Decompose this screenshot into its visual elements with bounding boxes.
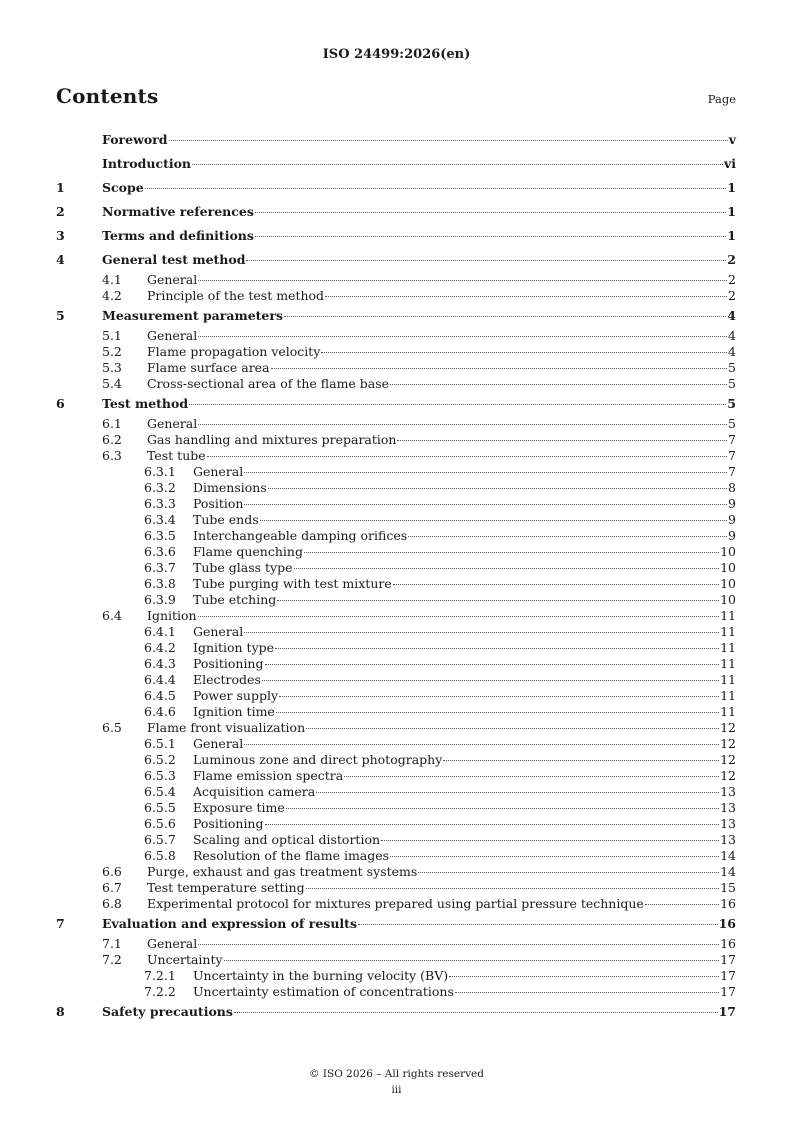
- toc-entry-title[interactable]: Uncertainty in the burning velocity (BV): [193, 968, 449, 983]
- toc-dot-leader: [325, 296, 727, 297]
- toc-dot-leader: [198, 336, 727, 337]
- toc-dot-leader: [286, 808, 719, 809]
- toc-entry-title[interactable]: Measurement parameters: [102, 308, 283, 323]
- toc-entry-number: 6.3: [102, 448, 122, 463]
- toc-entry-number: 6.4: [102, 608, 122, 623]
- toc-dot-leader: [207, 456, 727, 457]
- toc-entry-page: 2: [727, 252, 736, 267]
- toc-entry[interactable]: [56, 560, 736, 576]
- toc-entry-number: 6: [56, 396, 65, 411]
- toc-dot-leader: [455, 992, 719, 993]
- toc-dot-leader: [255, 212, 726, 213]
- toc-entry-number: 7.2.1: [144, 968, 176, 983]
- toc-entry-title[interactable]: Resolution of the flame images: [193, 848, 390, 863]
- toc-entry-page: 2: [728, 288, 736, 303]
- toc-entry[interactable]: [56, 304, 736, 328]
- toc-entry[interactable]: [56, 496, 736, 512]
- toc-entry[interactable]: [56, 752, 736, 768]
- toc-entry-title[interactable]: Terms and definitions: [102, 228, 254, 243]
- toc-entry[interactable]: [56, 528, 736, 544]
- toc-entry-title[interactable]: Scaling and optical distortion: [193, 832, 381, 847]
- page-number: iii: [391, 1084, 402, 1096]
- toc-dot-leader: [449, 976, 719, 977]
- toc-entry-page: 11: [720, 640, 736, 655]
- toc-entry-page: 9: [728, 528, 736, 543]
- toc-entry[interactable]: [56, 608, 736, 624]
- toc-entry[interactable]: [56, 832, 736, 848]
- toc-dot-leader: [390, 856, 719, 857]
- toc-entry-title[interactable]: Evaluation and expression of results: [102, 916, 357, 931]
- toc-entry[interactable]: [56, 480, 736, 496]
- toc-entry[interactable]: [56, 544, 736, 560]
- toc-dot-leader: [645, 904, 719, 905]
- toc-entry-number: 6.5.5: [144, 800, 176, 815]
- toc-entry-title[interactable]: Uncertainty estimation of concentrations: [193, 984, 454, 999]
- toc-entry-number: 4.2: [102, 288, 122, 303]
- toc-entry-page: 12: [720, 720, 736, 735]
- toc-entry-number: 8: [56, 1004, 65, 1019]
- toc-entry-page: 11: [720, 704, 736, 719]
- toc-entry[interactable]: [56, 768, 736, 784]
- toc-entry-title[interactable]: Tube ends: [193, 512, 259, 527]
- toc-dot-leader: [262, 680, 719, 681]
- toc-entry[interactable]: [56, 784, 736, 800]
- contents-heading: Contents: [56, 84, 159, 108]
- toc-entry-page: 13: [720, 832, 736, 847]
- toc-entry[interactable]: [56, 592, 736, 608]
- toc-entry[interactable]: [56, 848, 736, 864]
- toc-dot-leader: [316, 792, 719, 793]
- toc-entry-number: 5.4: [102, 376, 122, 391]
- toc-entry-title[interactable]: General: [193, 624, 244, 639]
- toc-entry[interactable]: [56, 880, 736, 896]
- toc-entry[interactable]: [56, 376, 736, 392]
- toc-entry-number: 6.8: [102, 896, 122, 911]
- toc-dot-leader: [198, 616, 720, 617]
- toc-entry-page: 4: [728, 328, 736, 343]
- toc-entry[interactable]: [56, 1000, 736, 1024]
- toc-entry-number: 6.7: [102, 880, 122, 895]
- toc-entry[interactable]: [56, 816, 736, 832]
- copyright-notice: © ISO 2026 – All rights reserved: [309, 1068, 484, 1080]
- toc-entry-page: 7: [728, 464, 736, 479]
- toc-entry[interactable]: [56, 800, 736, 816]
- toc-dot-leader: [276, 712, 719, 713]
- toc-entry[interactable]: [56, 864, 736, 880]
- toc-dot-leader: [408, 536, 727, 537]
- toc-dot-leader: [418, 872, 719, 873]
- toc-entry-page: 10: [720, 560, 736, 575]
- toc-entry-page: 4: [728, 344, 736, 359]
- toc-entry-title[interactable]: Positioning: [193, 656, 264, 671]
- toc-entry-title[interactable]: Normative references: [102, 204, 254, 219]
- toc-entry[interactable]: [56, 624, 736, 640]
- toc-entry-title[interactable]: Flame surface area: [147, 360, 270, 375]
- toc-entry-page: 16: [718, 916, 736, 931]
- toc-entry[interactable]: [56, 152, 736, 176]
- toc-entry-number: 6.3.6: [144, 544, 176, 559]
- toc-entry-title[interactable]: Dimensions: [193, 480, 267, 495]
- toc-entry-page: 9: [728, 512, 736, 527]
- toc-entry[interactable]: [56, 704, 736, 720]
- toc-entry-number: 5.1: [102, 328, 122, 343]
- toc-dot-leader: [275, 648, 719, 649]
- toc-dot-leader: [279, 696, 719, 697]
- toc-entry-page: 11: [720, 624, 736, 639]
- toc-entry-page: 1: [727, 204, 736, 219]
- toc-entry-number: 6.3.2: [144, 480, 176, 495]
- toc-dot-leader: [244, 632, 719, 633]
- toc-entry-number: 5.3: [102, 360, 122, 375]
- toc-entry-page: 16: [720, 896, 736, 911]
- toc-entry-number: 6.4.4: [144, 672, 176, 687]
- toc-dot-leader: [271, 368, 728, 369]
- toc-entry-page: vi: [723, 156, 736, 171]
- toc-dot-leader: [192, 164, 723, 165]
- toc-entry[interactable]: [56, 392, 736, 416]
- toc-dot-leader: [169, 140, 728, 141]
- toc-entry-title[interactable]: Test tube: [147, 448, 206, 463]
- toc-entry[interactable]: [56, 656, 736, 672]
- toc-dot-leader: [198, 280, 727, 281]
- toc-entry[interactable]: [56, 128, 736, 152]
- toc-entry-title[interactable]: Scope: [102, 180, 144, 195]
- toc-entry-number: 6.1: [102, 416, 122, 431]
- toc-entry-number: 3: [56, 228, 65, 243]
- toc-entry-number: 7.2: [102, 952, 122, 967]
- toc-entry-title[interactable]: General: [147, 936, 198, 951]
- toc-entry-title[interactable]: Cross-sectional area of the flame base: [147, 376, 390, 391]
- page-column-label: Page: [707, 92, 736, 106]
- toc-entry[interactable]: [56, 272, 736, 288]
- toc-entry-page: 17: [718, 1004, 736, 1019]
- toc-entry-title[interactable]: Ignition type: [193, 640, 275, 655]
- toc-entry[interactable]: [56, 576, 736, 592]
- toc-entry-title[interactable]: Uncertainty: [147, 952, 223, 967]
- toc-entry[interactable]: [56, 672, 736, 688]
- toc-entry-number: 6.6: [102, 864, 122, 879]
- toc-entry-title[interactable]: Tube glass type: [193, 560, 293, 575]
- toc-entry-number: 6.5.1: [144, 736, 176, 751]
- toc-entry-number: 4: [56, 252, 65, 267]
- toc-entry-title[interactable]: Ignition time: [193, 704, 275, 719]
- toc-entry-title[interactable]: Flame front visualization: [147, 720, 306, 735]
- toc-dot-leader: [358, 924, 718, 925]
- toc-entry-number: 6.5.8: [144, 848, 176, 863]
- toc-entry-page: 11: [720, 688, 736, 703]
- toc-dot-leader: [277, 600, 719, 601]
- toc-entry-number: 6.5.7: [144, 832, 176, 847]
- toc-entry-number: 6.3.4: [144, 512, 176, 527]
- toc-entry-number: 6.5.4: [144, 784, 176, 799]
- toc-entry-title[interactable]: Electrodes: [193, 672, 261, 687]
- toc-dot-leader: [294, 568, 720, 569]
- toc-entry[interactable]: [56, 952, 736, 968]
- toc-entry-page: 14: [720, 848, 736, 863]
- toc-entry-number: 6.3.8: [144, 576, 176, 591]
- toc-entry-number: 5.2: [102, 344, 122, 359]
- toc-entry-number: 7.2.2: [144, 984, 176, 999]
- toc-entry-page: 17: [720, 984, 736, 999]
- toc-dot-leader: [244, 472, 727, 473]
- toc-entry-title[interactable]: Tube etching: [193, 592, 277, 607]
- toc-entry-page: v: [728, 132, 736, 147]
- toc-entry-number: 6.5.3: [144, 768, 176, 783]
- toc-entry-number: 6.3.5: [144, 528, 176, 543]
- toc-dot-leader: [284, 316, 726, 317]
- toc-entry-page: 12: [720, 736, 736, 751]
- toc-entry-page: 14: [720, 864, 736, 879]
- toc-entry-page: 5: [728, 360, 736, 375]
- toc-entry[interactable]: [56, 360, 736, 376]
- toc-entry-title[interactable]: General test method: [102, 252, 246, 267]
- toc-entry-page: 5: [728, 416, 736, 431]
- toc-dot-leader: [306, 888, 719, 889]
- toc-entry-title[interactable]: Purge, exhaust and gas treatment systems: [147, 864, 418, 879]
- toc-entry[interactable]: [56, 248, 736, 272]
- toc-entry-page: 5: [728, 376, 736, 391]
- toc-entry-number: 6.4.1: [144, 624, 176, 639]
- toc-entry-number: 7.1: [102, 936, 122, 951]
- toc-entry-page: 11: [720, 608, 736, 623]
- document-header: [0, 47, 793, 62]
- toc-entry-number: 6.4.6: [144, 704, 176, 719]
- toc-entry-page: 8: [728, 480, 736, 495]
- toc-entry-number: 6.5: [102, 720, 122, 735]
- toc-dot-leader: [260, 520, 727, 521]
- toc-entry[interactable]: [56, 968, 736, 984]
- toc-entry-number: 4.1: [102, 272, 122, 287]
- toc-entry[interactable]: [56, 896, 736, 912]
- toc-entry[interactable]: [56, 464, 736, 480]
- toc-dot-leader: [198, 944, 719, 945]
- toc-entry-number: 2: [56, 204, 65, 219]
- toc-entry[interactable]: [56, 912, 736, 936]
- toc-dot-leader: [321, 352, 727, 353]
- toc-entry[interactable]: [56, 640, 736, 656]
- toc-entry[interactable]: [56, 200, 736, 224]
- toc-entry-title[interactable]: General: [193, 464, 244, 479]
- toc-entry-title[interactable]: Test temperature setting: [147, 880, 305, 895]
- toc-entry-number: 7: [56, 916, 65, 931]
- toc-entry-page: 10: [720, 576, 736, 591]
- toc-entry-title[interactable]: Positioning: [193, 816, 264, 831]
- toc-entry-page: 10: [720, 592, 736, 607]
- toc-entry-page: 1: [727, 180, 736, 195]
- toc-entry-page: 11: [720, 672, 736, 687]
- toc-dot-leader: [244, 744, 719, 745]
- toc-entry-title[interactable]: Interchangeable damping orifices: [193, 528, 408, 543]
- toc-entry-number: 6.3.3: [144, 496, 176, 511]
- toc-entry-title[interactable]: General: [147, 328, 198, 343]
- toc-dot-leader: [344, 776, 719, 777]
- toc-entry-page: 16: [720, 936, 736, 951]
- toc-entry-page: 17: [720, 952, 736, 967]
- toc-dot-leader: [381, 840, 719, 841]
- toc-entry-title[interactable]: Safety precautions: [102, 1004, 233, 1019]
- toc-entry-number: 6.2: [102, 432, 122, 447]
- toc-entry-page: 17: [720, 968, 736, 983]
- toc-entry-title[interactable]: Flame propagation velocity: [147, 344, 321, 359]
- toc-entry-title[interactable]: Position: [193, 496, 244, 511]
- toc-entry-title[interactable]: General: [193, 736, 244, 751]
- toc-entry-title[interactable]: Introduction: [102, 156, 192, 171]
- toc-entry-number: 6.3.9: [144, 592, 176, 607]
- toc-entry-title[interactable]: General: [147, 272, 198, 287]
- page-footer: [0, 1066, 793, 1098]
- toc-entry-page: 13: [720, 784, 736, 799]
- toc-dot-leader: [268, 488, 727, 489]
- table-of-contents: [56, 128, 736, 1024]
- toc-entry-page: 12: [720, 752, 736, 767]
- toc-entry-page: 13: [720, 800, 736, 815]
- toc-entry-title[interactable]: Experimental protocol for mixtures prepared using partial pressure technique: [147, 896, 644, 911]
- toc-entry-number: 6.4.5: [144, 688, 176, 703]
- toc-entry-page: 7: [728, 448, 736, 463]
- toc-dot-leader: [198, 424, 727, 425]
- toc-dot-leader: [443, 760, 719, 761]
- toc-entry-title[interactable]: Exposure time: [193, 800, 285, 815]
- toc-entry-title[interactable]: Gas handling and mixtures preparation: [147, 432, 397, 447]
- toc-entry-title[interactable]: Luminous zone and direct photography: [193, 752, 443, 767]
- toc-dot-leader: [244, 504, 727, 505]
- toc-entry[interactable]: [56, 416, 736, 432]
- toc-entry[interactable]: [56, 176, 736, 200]
- toc-dot-leader: [306, 728, 719, 729]
- toc-entry-number: 6.4.2: [144, 640, 176, 655]
- toc-dot-leader: [145, 188, 727, 189]
- toc-entry-title[interactable]: Test method: [102, 396, 189, 411]
- toc-entry-page: 9: [728, 496, 736, 511]
- toc-entry-page: 10: [720, 544, 736, 559]
- toc-entry-number: 6.3.7: [144, 560, 176, 575]
- toc-entry-title[interactable]: Tube purging with test mixture: [193, 576, 392, 591]
- toc-entry-page: 11: [720, 656, 736, 671]
- toc-entry-page: 1: [727, 228, 736, 243]
- toc-entry-page: 15: [720, 880, 736, 895]
- toc-entry-title[interactable]: Acquisition camera: [193, 784, 316, 799]
- toc-dot-leader: [234, 1012, 718, 1013]
- toc-entry-number: 1: [56, 180, 65, 195]
- toc-entry[interactable]: [56, 688, 736, 704]
- toc-entry[interactable]: [56, 288, 736, 304]
- toc-entry-title[interactable]: Foreword: [102, 132, 168, 147]
- toc-entry[interactable]: [56, 344, 736, 360]
- toc-entry-title[interactable]: Principle of the test method: [147, 288, 325, 303]
- toc-entry[interactable]: [56, 224, 736, 248]
- toc-entry-number: 6.5.6: [144, 816, 176, 831]
- toc-entry[interactable]: [56, 448, 736, 464]
- toc-entry-title[interactable]: Power supply: [193, 688, 279, 703]
- toc-entry[interactable]: [56, 736, 736, 752]
- toc-entry-number: 6.5.2: [144, 752, 176, 767]
- toc-entry[interactable]: [56, 512, 736, 528]
- toc-entry-page: 7: [728, 432, 736, 447]
- toc-entry-title[interactable]: Ignition: [147, 608, 197, 623]
- toc-dot-leader: [304, 552, 719, 553]
- toc-dot-leader: [390, 384, 727, 385]
- toc-entry[interactable]: [56, 328, 736, 344]
- toc-entry-page: 12: [720, 768, 736, 783]
- toc-dot-leader: [393, 584, 719, 585]
- toc-entry[interactable]: [56, 432, 736, 448]
- document-id: ISO 24499:2026(en): [322, 47, 471, 62]
- toc-entry-number: 5: [56, 308, 65, 323]
- toc-entry-number: 6.4.3: [144, 656, 176, 671]
- toc-dot-leader: [397, 440, 727, 441]
- toc-dot-leader: [255, 236, 726, 237]
- toc-dot-leader: [189, 404, 726, 405]
- toc-dot-leader: [224, 960, 720, 961]
- toc-entry-page: 5: [727, 396, 736, 411]
- toc-entry[interactable]: [56, 720, 736, 736]
- toc-entry-page: 13: [720, 816, 736, 831]
- toc-entry[interactable]: [56, 984, 736, 1000]
- toc-entry-title[interactable]: General: [147, 416, 198, 431]
- toc-dot-leader: [246, 260, 726, 261]
- toc-entry-title[interactable]: Flame quenching: [193, 544, 303, 559]
- toc-dot-leader: [265, 664, 720, 665]
- toc-entry-page: 4: [727, 308, 736, 323]
- toc-entry[interactable]: [56, 936, 736, 952]
- toc-dot-leader: [265, 824, 720, 825]
- toc-entry-number: 6.3.1: [144, 464, 176, 479]
- toc-entry-title[interactable]: Flame emission spectra: [193, 768, 344, 783]
- toc-entry-page: 2: [728, 272, 736, 287]
